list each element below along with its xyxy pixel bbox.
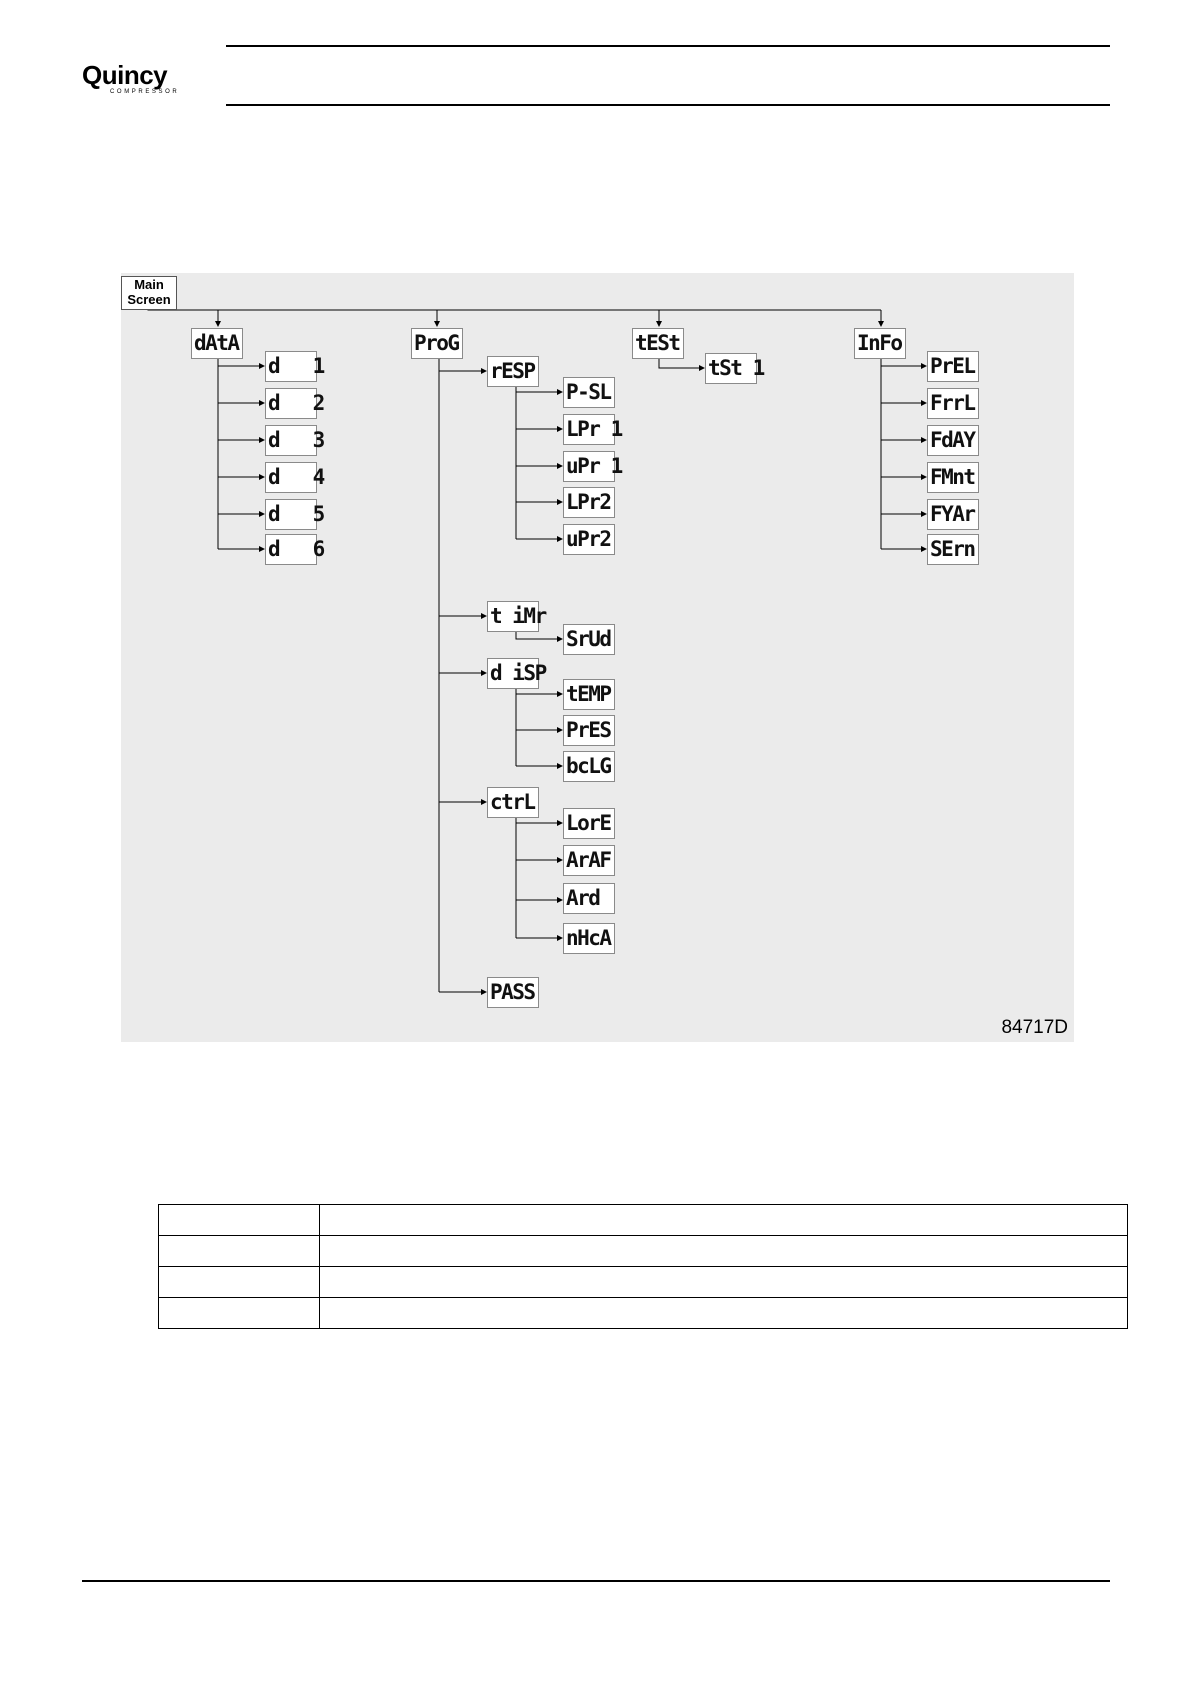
menu-structure-figure (121, 273, 1074, 1042)
footer-rule (82, 1580, 1110, 1582)
main-screen-line2: Screen (127, 292, 171, 307)
test-item: tSt 1 (705, 353, 757, 384)
ctrl-item: Ard (563, 883, 615, 914)
prog-timr: t iMr (487, 601, 539, 632)
table-cell (320, 1205, 1128, 1236)
logo-tagline: COMPRESSOR (110, 89, 180, 95)
ctrl-item: ArAF (563, 845, 615, 876)
timr-item: SrUd (563, 624, 615, 655)
prog-pass: PASS (487, 977, 539, 1008)
resp-item: P-SL (563, 377, 615, 408)
info-item: SErn (927, 534, 979, 565)
prog-ctrl: ctrL (487, 787, 539, 818)
menu-prog: ProG (411, 328, 463, 359)
table-cell (159, 1298, 320, 1329)
table-row (159, 1298, 1128, 1329)
info-item: FMnt (927, 462, 979, 493)
data-item: d 5 (265, 499, 317, 530)
table-row (159, 1267, 1128, 1298)
table-cell (159, 1267, 320, 1298)
table-cell (320, 1236, 1128, 1267)
main-screen-line1: Main (134, 277, 164, 292)
table-cell (320, 1298, 1128, 1329)
disp-item: PrES (563, 715, 615, 746)
menu-data: dAtA (191, 328, 243, 359)
blank-table (158, 1204, 1128, 1329)
table-cell (320, 1267, 1128, 1298)
figure-id: 84717D (1001, 1017, 1068, 1038)
prog-disp: d iSP (487, 658, 539, 689)
table-row (159, 1236, 1128, 1267)
menu-info: InFo (854, 328, 906, 359)
ctrl-item: nHcA (563, 923, 615, 954)
ctrl-item: LorE (563, 808, 615, 839)
table-row (159, 1205, 1128, 1236)
info-item: FdAY (927, 425, 979, 456)
header-bottom-rule (226, 104, 1110, 106)
data-item: d 1 (265, 351, 317, 382)
quincy-logo (82, 62, 202, 96)
resp-item: LPr2 (563, 487, 615, 518)
info-item: FrrL (927, 388, 979, 419)
header-top-rule (226, 45, 1110, 47)
prog-resp: rESP (487, 356, 539, 387)
resp-item: uPr2 (563, 524, 615, 555)
table-cell (159, 1236, 320, 1267)
data-item: d 3 (265, 425, 317, 456)
resp-item: LPr 1 (563, 414, 615, 445)
data-item: d 6 (265, 534, 317, 565)
logo-wordmark: Quincy (82, 60, 168, 90)
disp-item: bcLG (563, 751, 615, 782)
menu-test: tESt (632, 328, 684, 359)
info-item: PrEL (927, 351, 979, 382)
info-item: FYAr (927, 499, 979, 530)
data-item: d 2 (265, 388, 317, 419)
disp-item: tEMP (563, 679, 615, 710)
main-screen-box (121, 276, 177, 310)
table-cell (159, 1205, 320, 1236)
data-item: d 4 (265, 462, 317, 493)
resp-item: uPr 1 (563, 451, 615, 482)
